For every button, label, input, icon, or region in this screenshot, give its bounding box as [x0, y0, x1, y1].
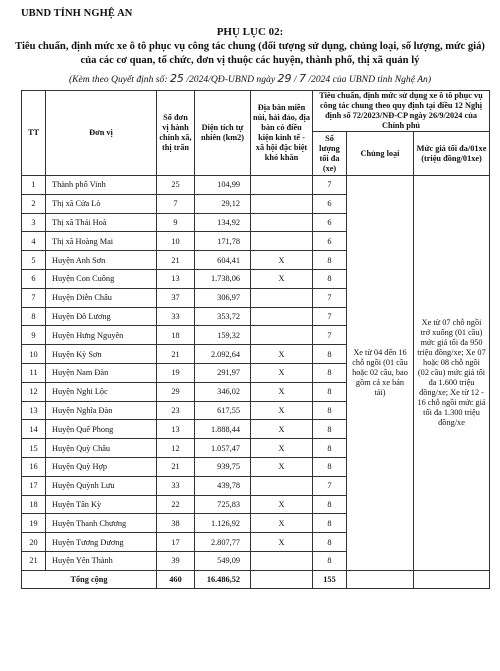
- cell-max-price: Xe từ 07 chỗ ngồi trở xuống (01 cầu) mức giá tối đa 950 triệu đồng/xe; Xe 07 hoặc 08 chỗ ngồi (02 cầu) mức giá tối đa 1.600 triệu đồng/xe; Xe từ 12 - 16 chỗ ngồi mức giá tối đa 1.300 triệu đồng/xe: [414, 176, 490, 571]
- cell-admin-units: 23: [157, 401, 195, 420]
- cell-tt: 11: [22, 363, 46, 382]
- cell-area: 939,75: [195, 457, 251, 476]
- cell-unit: Huyện Tân Kỳ: [46, 495, 157, 514]
- cell-area: 291,97: [195, 363, 251, 382]
- cell-quantity: 8: [313, 533, 347, 552]
- cell-special-area: [251, 288, 313, 307]
- col-header-admin-units: Số đơn vị hành chính xã, thị trấn: [157, 91, 195, 176]
- cell-area: 159,32: [195, 326, 251, 345]
- decision-suffix: /2024 của UBND tỉnh Nghệ An): [308, 74, 432, 85]
- col-header-quantity: Số lượng tối đa (xe): [313, 132, 347, 176]
- col-header-group-standard: Tiêu chuẩn, định mức sử dụng xe ô tô phục vụ công tác chung theo quy định tại điều 12 Nghị định số 72/2023/NĐ-CP ngày 26/9/2024 của Chính phủ: [313, 91, 490, 132]
- cell-tt: 9: [22, 326, 46, 345]
- col-header-tt: TT: [22, 91, 46, 176]
- cell-admin-units: 13: [157, 269, 195, 288]
- cell-admin-units: 38: [157, 514, 195, 533]
- col-header-unit: Đơn vị: [46, 91, 157, 176]
- cell-admin-units: 12: [157, 439, 195, 458]
- col-header-special-area: Địa bàn miền núi, hải đảo, địa bàn có điều kiện kinh tế - xã hội đặc biệt khó khăn: [251, 91, 313, 176]
- cell-tt: 19: [22, 514, 46, 533]
- cell-unit: Huyện Quỳ Hợp: [46, 457, 157, 476]
- cell-quantity: 8: [313, 457, 347, 476]
- cell-tt: 15: [22, 439, 46, 458]
- cell-area: 134,92: [195, 213, 251, 232]
- decision-middle: /2024/QĐ-UBND ngày: [186, 74, 276, 85]
- col-header-area: Diện tích tự nhiên (km2): [195, 91, 251, 176]
- cell-special-area: X: [251, 533, 313, 552]
- cell-tt: 16: [22, 457, 46, 476]
- cell-tt: 6: [22, 269, 46, 288]
- decision-separator: /: [293, 74, 297, 85]
- cell-admin-units: 13: [157, 420, 195, 439]
- cell-quantity: 8: [313, 251, 347, 270]
- cell-quantity: 7: [313, 476, 347, 495]
- cell-tt: 12: [22, 382, 46, 401]
- cell-area: 1.888,44: [195, 420, 251, 439]
- cell-tt: 17: [22, 476, 46, 495]
- cell-special-area: X: [251, 439, 313, 458]
- cell-quantity: 6: [313, 232, 347, 251]
- cell-tt: 8: [22, 307, 46, 326]
- cell-quantity: 8: [313, 382, 347, 401]
- cell-area: 617,55: [195, 401, 251, 420]
- cell-area: 2.092,64: [195, 345, 251, 364]
- cell-area: 346,02: [195, 382, 251, 401]
- cell-tt: 14: [22, 420, 46, 439]
- cell-admin-units: 21: [157, 345, 195, 364]
- cell-quantity: 8: [313, 420, 347, 439]
- cell-admin-units: 37: [157, 288, 195, 307]
- table-row: [22, 176, 490, 195]
- cell-special-area: [251, 476, 313, 495]
- cell-special-area: X: [251, 269, 313, 288]
- cell-unit: Huyện Quỳ Châu: [46, 439, 157, 458]
- issuing-agency: UBND TỈNH NGHỆ AN: [21, 8, 133, 19]
- cell-tt: 20: [22, 533, 46, 552]
- cell-special-area: X: [251, 495, 313, 514]
- cell-admin-units: 10: [157, 232, 195, 251]
- decision-prefix: (Kèm theo Quyết định số:: [68, 74, 168, 85]
- cell-admin-units: 39: [157, 551, 195, 570]
- cell-special-area: [251, 551, 313, 570]
- cell-unit: Huyện Tương Dương: [46, 533, 157, 552]
- cell-quantity: 8: [313, 439, 347, 458]
- cell-admin-units: 22: [157, 495, 195, 514]
- total-row: [22, 570, 490, 588]
- cell-admin-units: 21: [157, 457, 195, 476]
- cell-special-area: X: [251, 420, 313, 439]
- cell-tt: 4: [22, 232, 46, 251]
- total-special-area: [251, 570, 313, 588]
- cell-unit: Huyện Kỳ Sơn: [46, 345, 157, 364]
- cell-tt: 5: [22, 251, 46, 270]
- cell-tt: 1: [22, 176, 46, 195]
- cell-special-area: X: [251, 457, 313, 476]
- appendix-subtitle: Tiêu chuẩn, định mức xe ô tô phục vụ công tác chung (đối tượng sử dụng, chủng loại, số lượng, mức giá) của các cơ quan, tổ chức, đơn vị thuộc các huyện, thành phố, thị xã quản lý: [15, 41, 485, 66]
- cell-special-area: X: [251, 345, 313, 364]
- cell-tt: 13: [22, 401, 46, 420]
- cell-special-area: X: [251, 514, 313, 533]
- cell-tt: 10: [22, 345, 46, 364]
- cell-unit: Huyện Đô Lương: [46, 307, 157, 326]
- cell-unit: Huyện Diễn Châu: [46, 288, 157, 307]
- cell-special-area: X: [251, 382, 313, 401]
- cell-unit: Huyện Anh Sơn: [46, 251, 157, 270]
- cell-admin-units: 18: [157, 326, 195, 345]
- cell-special-area: X: [251, 251, 313, 270]
- cell-vehicle-type: Xe từ 04 đến 16 chỗ ngồi (01 cầu hoặc 02 cầu, bao gồm cả xe bán tải): [347, 176, 414, 571]
- cell-area: 549,09: [195, 551, 251, 570]
- total-admin-units: 460: [157, 570, 195, 588]
- cell-special-area: X: [251, 401, 313, 420]
- decision-number: 25: [169, 72, 184, 85]
- cell-tt: 18: [22, 495, 46, 514]
- cell-admin-units: 17: [157, 533, 195, 552]
- cell-quantity: 6: [313, 194, 347, 213]
- cell-quantity: 7: [313, 176, 347, 195]
- total-label: Tổng cộng: [22, 570, 157, 588]
- cell-area: 1.738,06: [195, 269, 251, 288]
- cell-tt: 2: [22, 194, 46, 213]
- appendix-title: PHỤ LỤC 02:: [216, 26, 284, 38]
- cell-admin-units: 21: [157, 251, 195, 270]
- cell-unit: Thị xã Hoàng Mai: [46, 232, 157, 251]
- cell-quantity: 8: [313, 514, 347, 533]
- cell-admin-units: 29: [157, 382, 195, 401]
- cell-special-area: [251, 176, 313, 195]
- cell-area: 604,41: [195, 251, 251, 270]
- cell-special-area: [251, 232, 313, 251]
- cell-area: 1.126,92: [195, 514, 251, 533]
- cell-quantity: 8: [313, 345, 347, 364]
- cell-quantity: 8: [313, 495, 347, 514]
- cell-area: 104,99: [195, 176, 251, 195]
- cell-area: 725,83: [195, 495, 251, 514]
- cell-special-area: X: [251, 363, 313, 382]
- cell-tt: 21: [22, 551, 46, 570]
- decision-day: 29: [277, 72, 292, 85]
- cell-admin-units: 25: [157, 176, 195, 195]
- cell-unit: Huyện Con Cuông: [46, 269, 157, 288]
- cell-special-area: [251, 194, 313, 213]
- cell-admin-units: 19: [157, 363, 195, 382]
- cell-unit: Huyện Thanh Chương: [46, 514, 157, 533]
- total-area: 16.486,52: [195, 570, 251, 588]
- vehicle-norms-table: [21, 90, 490, 589]
- cell-unit: Thị xã Thái Hoà: [46, 213, 157, 232]
- cell-admin-units: 7: [157, 194, 195, 213]
- cell-unit: Huyện Nam Đàn: [46, 363, 157, 382]
- cell-area: 1.057,47: [195, 439, 251, 458]
- cell-unit: Huyện Nghi Lộc: [46, 382, 157, 401]
- cell-area: 2.807,77: [195, 533, 251, 552]
- total-type: [347, 570, 414, 588]
- cell-admin-units: 33: [157, 307, 195, 326]
- col-header-type: Chủng loại: [347, 132, 414, 176]
- cell-unit: Huyện Hưng Nguyên: [46, 326, 157, 345]
- cell-quantity: 7: [313, 288, 347, 307]
- cell-area: 353,72: [195, 307, 251, 326]
- cell-unit: Huyện Nghĩa Đàn: [46, 401, 157, 420]
- cell-unit: Huyện Quỳnh Lưu: [46, 476, 157, 495]
- cell-admin-units: 9: [157, 213, 195, 232]
- decision-reference: [0, 72, 500, 85]
- col-header-price: Mức giá tối đa/01xe (triệu đồng/01xe): [414, 132, 490, 176]
- cell-quantity: 8: [313, 401, 347, 420]
- cell-area: 29,12: [195, 194, 251, 213]
- cell-special-area: [251, 307, 313, 326]
- cell-unit: Thị xã Cửa Lò: [46, 194, 157, 213]
- cell-area: 439,78: [195, 476, 251, 495]
- cell-quantity: 7: [313, 307, 347, 326]
- cell-unit: Thành phố Vinh: [46, 176, 157, 195]
- cell-area: 171,78: [195, 232, 251, 251]
- decision-month: 7: [298, 72, 306, 85]
- total-quantity: 155: [313, 570, 347, 588]
- cell-tt: 7: [22, 288, 46, 307]
- cell-unit: Huyện Quế Phong: [46, 420, 157, 439]
- cell-quantity: 7: [313, 326, 347, 345]
- cell-unit: Huyện Yên Thành: [46, 551, 157, 570]
- cell-quantity: 6: [313, 213, 347, 232]
- cell-special-area: [251, 326, 313, 345]
- cell-quantity: 8: [313, 269, 347, 288]
- total-price: [414, 570, 490, 588]
- cell-quantity: 8: [313, 551, 347, 570]
- cell-tt: 3: [22, 213, 46, 232]
- cell-quantity: 8: [313, 363, 347, 382]
- cell-area: 306,97: [195, 288, 251, 307]
- cell-special-area: [251, 213, 313, 232]
- cell-admin-units: 33: [157, 476, 195, 495]
